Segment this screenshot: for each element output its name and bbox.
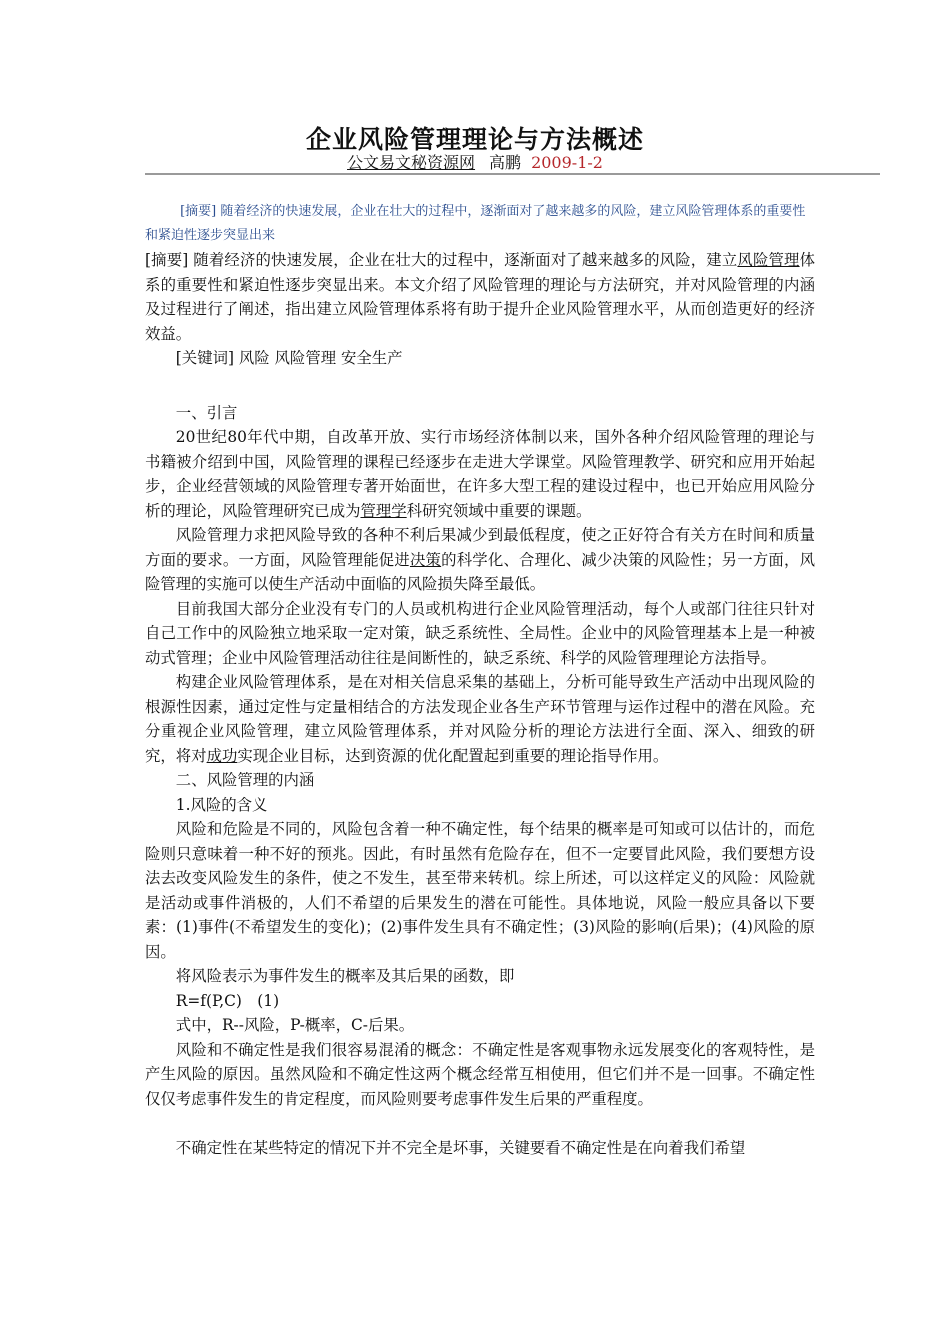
keywords-paragraph: [关键词] 风险 风险管理 安全生产 (175, 349, 403, 367)
intro-paragraph-3: 目前我国大部分企业没有专门的人员或机构进行企业风险管理活动，每个人或部门往往只针对自己工作中的风险独立地采取一定对策，缺乏系统性、全局性。企业中的风险管理基本上是一种被动式管理；企业中风险管理活动往往是间断性的，缺乏系统、科学的风险管理理论方法指导。 (145, 599, 815, 667)
summary-blurb: [摘要] 随着经济的快速发展，企业在壮大的过程中，逐渐面对了越来越多的风险，建立风险管理体系的重要性和紧迫性逐步突显出来 (145, 204, 806, 243)
success-link[interactable]: 成功 (206, 746, 238, 765)
article-title: 企业风险管理理论与方法概述 (305, 125, 644, 154)
meaning-paragraph-2: 将风险表示为事件发生的概率及其后果的函数，即 (175, 967, 515, 985)
intro-paragraph-1: 20世纪80年代中期，自改革开放、实行市场经济体制以来，国外各种介绍风险管理的理论与书籍被介绍到中国，风险管理的课程已经逐步在走进大学课堂。风险管理教学、研究和应用开始起步，企业经营领域的风险管理专著开始面世，在许多大型工程的建设过程中，也已开始应用风险分析的理论，风险管理研究已成为管理学科研究领域中重要的课题。 (145, 428, 815, 520)
article-body (145, 248, 815, 1160)
formula-note: 式中，R--风险，P-概率，C-后果。 (175, 1016, 415, 1034)
meaning-paragraph-3: 风险和不确定性是我们很容易混淆的概念：不确定性是客观事物永远发展变化的客观特性，是产生风险的原因。虽然风险和不确定性这两个概念经常互相使用，但它们并不是一回事。不确定性仅仅考虑事件发生的肯定程度，而风险则要考虑事件发生后果的严重程度。 (145, 1040, 815, 1108)
publish-date: 2009-1-2 (531, 153, 603, 172)
decision-link[interactable]: 决策 (409, 550, 442, 569)
abstract-paragraph: [摘要] 随着经济的快速发展，企业在壮大的过程中，逐渐面对了越来越多的风险，建立风险管理体系的重要性和紧迫性逐步突显出来。本文介绍了风险管理的理论与方法研究，并对风险管理的内涵及过程进行了阐述，指出建立风险管理体系将有助于提升企业风险管理水平，从而创造更好的经济效益。 (145, 251, 815, 343)
section-heading-meaning: 二、风险管理的内涵 (175, 771, 315, 789)
intro-paragraph-2: 风险管理力求把风险导致的各种不利后果减少到最低程度，使之正好符合有关方在时间和质量方面的要求。一方面，风险管理能促进决策的科学化、合理化、减少决策的风险性；另一方面，风险管理的实施可以使生产活动中面临的风险损失降至最低。 (145, 526, 815, 593)
management-science-link[interactable]: 管理学 (360, 501, 407, 520)
risk-management-link[interactable]: 风险管理 (737, 251, 800, 269)
subsection-heading: 1.风险的含义 (175, 795, 268, 814)
meaning-paragraph-1: 风险和危险是不同的，风险包含着一种不确定性，每个结果的概率是可知或可以估计的，而危险则只意味着一种不好的预兆。因此，有时虽然有危险存在，但不一定要冒此风险，我们要想方设法去改变风险发生的条件，使之不发生，甚至带来转机。综上所述，可以这样定义的风险：风险就是活动或事件消极的，人们不希望的后果发生的潜在可能性。具体地说，风险一般应具备以下要素：(1)事件(不希望发生的变化)；(2)事件发生具有不确定性；(3)风险的影响(后果)；(4)风险的原因。 (145, 820, 815, 961)
intro-paragraph-4: 构建企业风险管理体系，是在对相关信息采集的基础上，分析可能导致生产活动中出现风险的根源性因素，通过定性与定量相结合的方法发现企业各生产环节管理与运作过程中的潜在风险。充分重视企业风险管理，建立风险管理体系，并对风险分析的理论方法进行全面、深入、细致的研究，将对成功实现企业目标，达到资源的优化配置起到重要的理论指导作用。 (145, 673, 815, 765)
author: 高鹏 (489, 153, 522, 172)
meaning-paragraph-4: 不确定性在某些特定的情况下并不完全是坏事，关键要看不确定性是在向着我们希望 (175, 1138, 746, 1157)
formula: R=f(P,C) (1) (175, 991, 280, 1010)
section-heading-intro: 一、引言 (175, 403, 238, 422)
byline (0, 150, 950, 173)
header-divider (145, 173, 880, 175)
source-link[interactable]: 公文易文秘资源网 (347, 153, 476, 172)
